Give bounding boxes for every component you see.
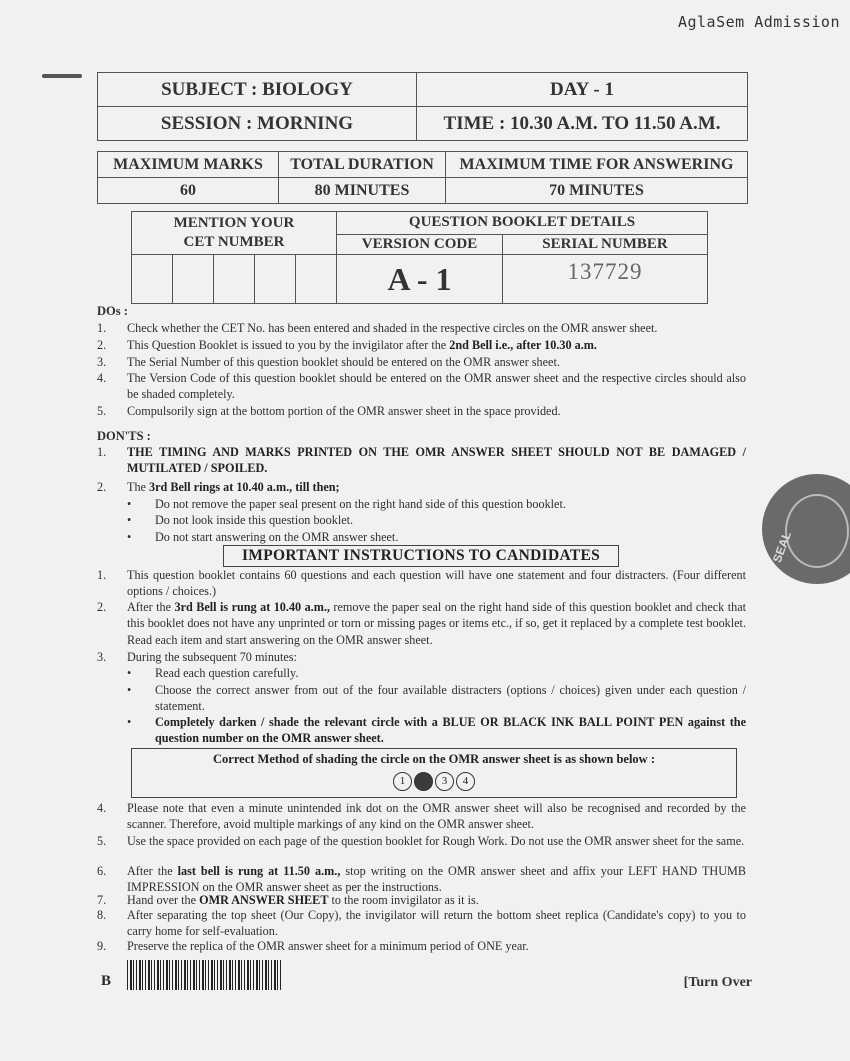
subject-header-table <box>97 72 748 141</box>
donts-heading: DON'TS : <box>97 429 151 443</box>
watermark-text: AglaSem Admission <box>677 13 840 31</box>
version-code-label: VERSION CODE <box>337 234 503 254</box>
instructions-heading: IMPORTANT INSTRUCTIONS TO CANDIDATES <box>223 545 619 567</box>
max-time-header: MAXIMUM TIME FOR ANSWERING <box>446 152 748 178</box>
omr-circle-shaded <box>414 772 433 791</box>
shading-example-box <box>131 748 737 798</box>
booklet-letter: B <box>101 973 112 989</box>
cet-number-label <box>132 212 337 255</box>
cet-digit-box[interactable] <box>214 255 255 304</box>
max-time-value: 70 MINUTES <box>446 178 748 204</box>
seal-label: SEAL <box>769 529 795 565</box>
cet-digit-box[interactable] <box>255 255 296 304</box>
mention-label-2: CET NUMBER <box>183 234 285 250</box>
seal-ring <box>785 494 849 568</box>
booklet-details-table <box>131 211 708 304</box>
mention-label-1: MENTION YOUR <box>173 215 295 231</box>
dos-heading: DOs : <box>97 304 128 318</box>
omr-circle-option: 1 <box>393 772 412 791</box>
omr-circle-example <box>132 772 736 791</box>
cet-digit-box[interactable] <box>132 255 173 304</box>
cet-digit-box[interactable] <box>173 255 214 304</box>
turn-over-label: [Turn Over <box>683 975 752 990</box>
omr-circle-option: 4 <box>456 772 475 791</box>
booklet-details-label: QUESTION BOOKLET DETAILS <box>337 212 708 235</box>
cet-digit-box[interactable] <box>296 255 337 304</box>
time-cell: TIME : 10.30 A.M. TO 11.50 A.M. <box>417 107 748 141</box>
serial-number-value: 137729 <box>503 255 708 304</box>
day-cell: DAY - 1 <box>417 73 748 107</box>
scan-mark <box>42 74 82 78</box>
total-duration-header: TOTAL DURATION <box>279 152 446 178</box>
marks-table <box>97 151 748 204</box>
max-marks-header: MAXIMUM MARKS <box>98 152 279 178</box>
session-cell: SESSION : MORNING <box>98 107 417 141</box>
max-marks-value: 60 <box>98 178 279 204</box>
shading-label: Correct Method of shading the circle on the OMR answer sheet is as shown below : <box>213 752 655 766</box>
barcode <box>127 960 283 990</box>
omr-circle-option: 3 <box>435 772 454 791</box>
serial-number-label: SERIAL NUMBER <box>503 234 708 254</box>
version-code-value: A - 1 <box>337 255 503 304</box>
total-duration-value: 80 MINUTES <box>279 178 446 204</box>
subject-cell: SUBJECT : BIOLOGY <box>98 73 417 107</box>
